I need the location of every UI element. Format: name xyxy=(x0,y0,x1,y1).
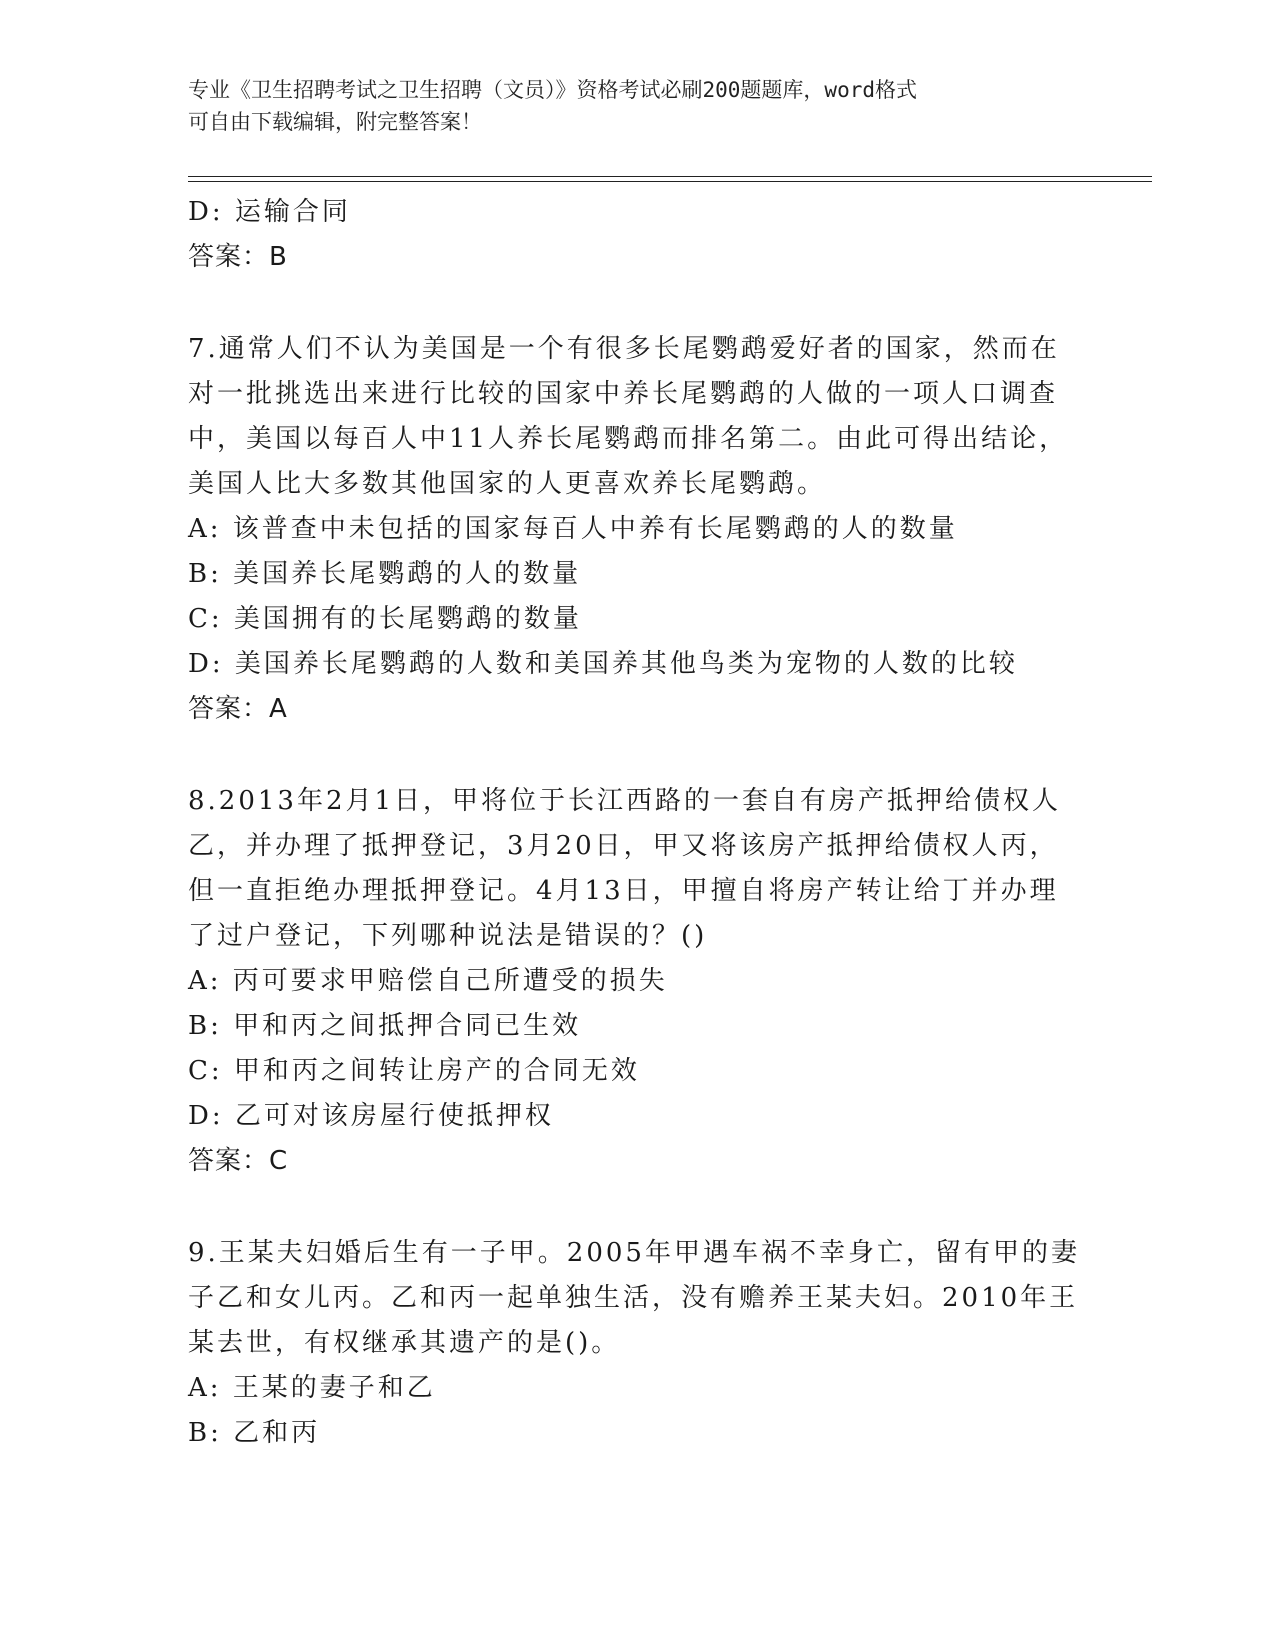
q8-stem-line: 乙，并办理了抵押登记，3月20日，甲又将该房产抵押给债权人丙， xyxy=(188,831,1059,861)
q8-answer: 答案：C xyxy=(188,1146,289,1176)
q9-stem-line: 某去世，有权继承其遗产的是()。 xyxy=(188,1328,621,1358)
q9-option-b: B: 乙和丙 xyxy=(188,1418,321,1448)
q9-option-a: A: 王某的妻子和乙 xyxy=(188,1373,436,1403)
header-title-line-2: 可自由下载编辑，附完整答案！ xyxy=(188,110,482,134)
q6-option-d: D: 运输合同 xyxy=(188,197,351,227)
question-spacer xyxy=(188,732,1068,779)
question-spacer xyxy=(188,1184,1068,1231)
document-header xyxy=(188,74,1068,138)
question-9 xyxy=(188,1231,1080,1456)
q7-stem-line: 对一批挑选出来进行比较的国家中养长尾鹦鹉的人做的一项人口调查 xyxy=(188,379,1059,409)
header-divider-top xyxy=(188,176,1152,177)
q7-stem-line: 7.通常人们不认为美国是一个有很多长尾鹦鹉爱好者的国家，然而在 xyxy=(188,334,1060,364)
header-divider-bottom xyxy=(188,181,1152,182)
q9-stem-line: 9.王某夫妇婚后生有一子甲。2005年甲遇车祸不幸身亡，留有甲的妻 xyxy=(188,1238,1080,1268)
q8-stem-line: 但一直拒绝办理抵押登记。4月13日，甲擅自将房产转让给丁并办理 xyxy=(188,876,1059,906)
document-body xyxy=(188,190,1080,1456)
q8-option-c: C: 甲和丙之间转让房产的合同无效 xyxy=(188,1056,640,1086)
q7-option-b: B: 美国养长尾鹦鹉的人的数量 xyxy=(188,559,582,589)
q7-answer: 答案：A xyxy=(188,694,288,724)
header-title-line-1: 专业《卫生招聘考试之卫生招聘（文员）》资格考试必刷200题题库，word格式 xyxy=(188,78,917,102)
q8-stem-line: 8.2013年2月1日，甲将位于长江西路的一套自有房产抵押给债权人 xyxy=(188,786,1062,816)
q7-option-d: D: 美国养长尾鹦鹉的人数和美国养其他鸟类为宠物的人数的比较 xyxy=(188,649,1018,679)
q8-option-a: A: 丙可要求甲赔偿自己所遭受的损失 xyxy=(188,966,668,996)
q7-option-a: A: 该普查中未包括的国家每百人中养有长尾鹦鹉的人的数量 xyxy=(188,514,958,544)
q8-stem-line: 了过户登记，下列哪种说法是错误的？() xyxy=(188,921,708,951)
q7-stem-line: 美国人比大多数其他国家的人更喜欢养长尾鹦鹉。 xyxy=(188,469,827,499)
q8-option-d: D: 乙可对该房屋行使抵押权 xyxy=(188,1101,554,1131)
q6-answer: 答案：B xyxy=(188,242,288,272)
q7-stem-line: 中，美国以每百人中11人养长尾鹦鹉而排名第二。由此可得出结论， xyxy=(188,424,1069,454)
q9-stem-line: 子乙和女儿丙。乙和丙一起单独生活，没有赡养王某夫妇。2010年王 xyxy=(188,1283,1079,1313)
q8-option-b: B: 甲和丙之间抵押合同已生效 xyxy=(188,1011,582,1041)
q7-option-c: C: 美国拥有的长尾鹦鹉的数量 xyxy=(188,604,582,634)
question-spacer xyxy=(188,280,1068,327)
question-7 xyxy=(188,327,1068,732)
question-8 xyxy=(188,779,1068,1184)
